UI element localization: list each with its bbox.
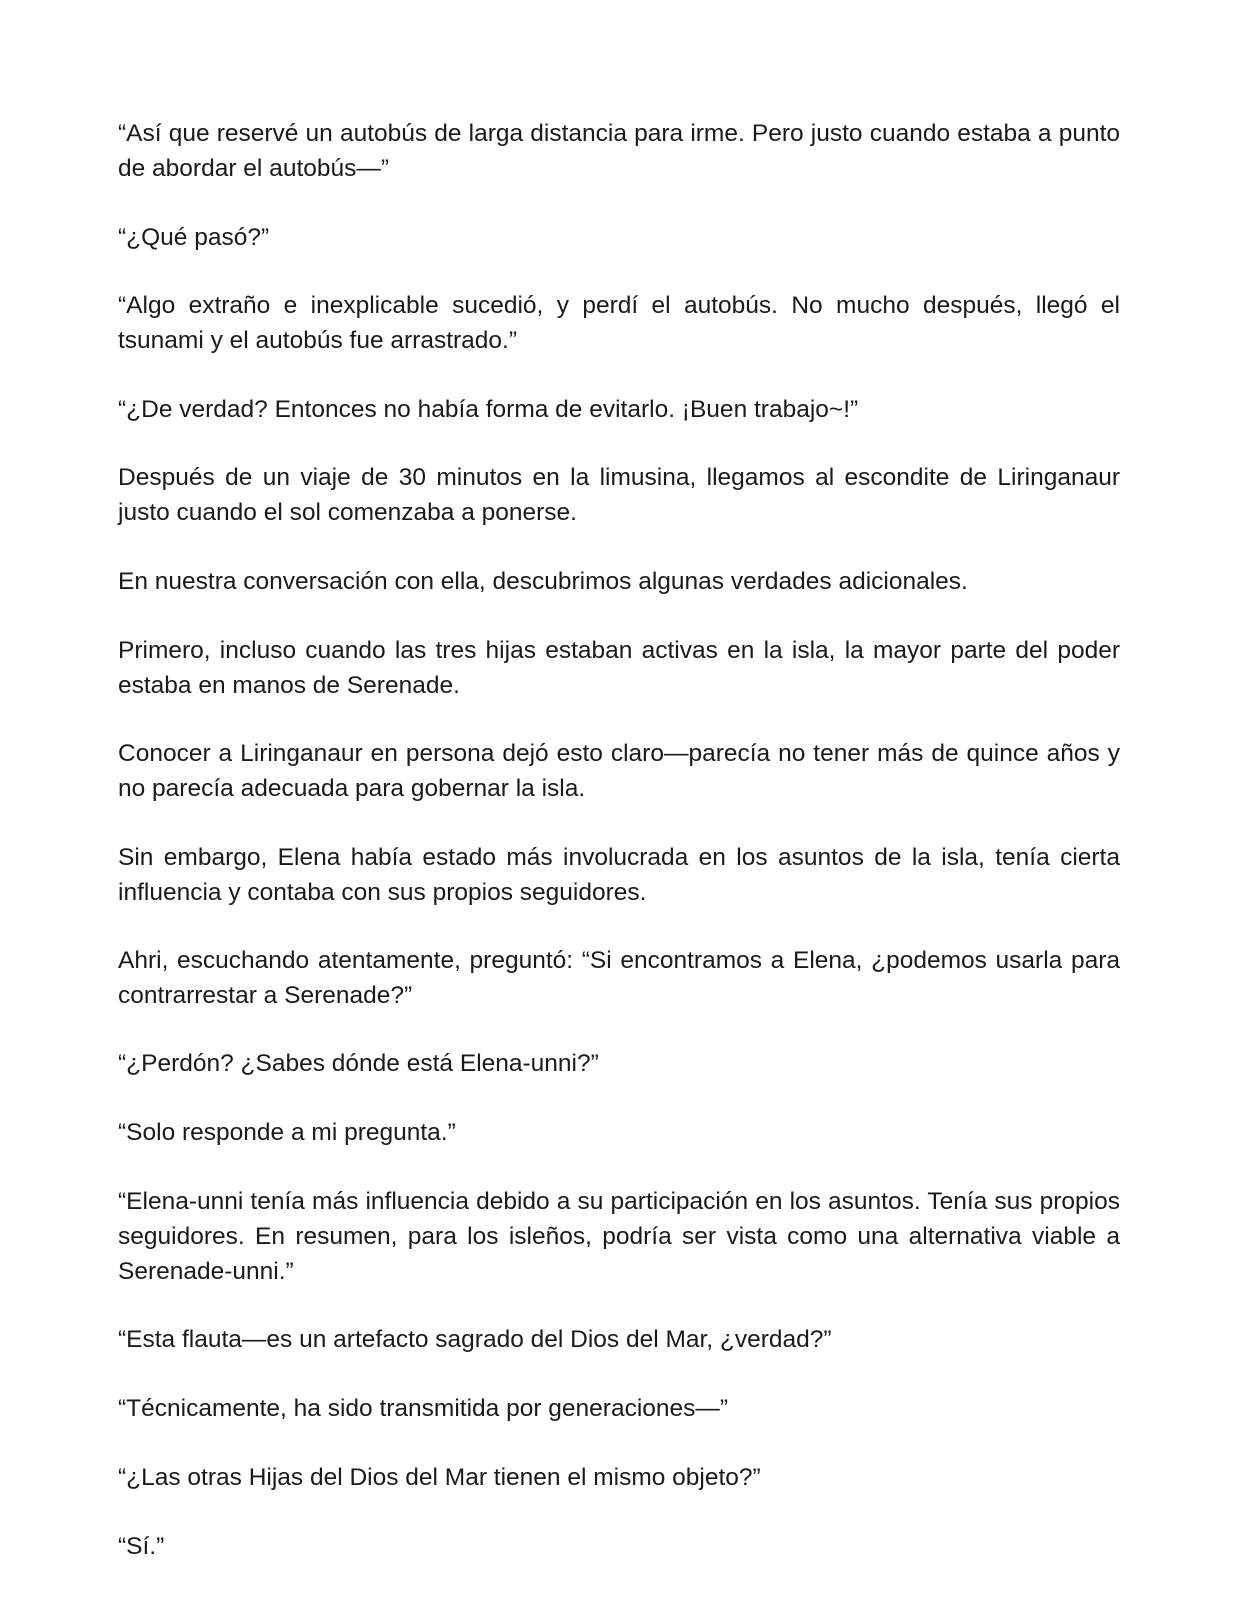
paragraph-15: “Técnicamente, ha sido transmitida por generaciones—” [118,1395,729,1422]
paragraph-6: En nuestra conversación con ella, descubrimos algunas verdades adicionales. [118,568,968,595]
paragraph-14: “Esta flauta—es un artefacto sagrado del Dios del Mar, ¿verdad?” [118,1326,832,1353]
paragraph-10: Ahri, escuchando atentamente, preguntó: “Si encontramos a Elena, ¿podemos usarla para contrarrestar a Serenade?” [118,947,1120,1009]
paragraph-7: Primero, incluso cuando las tres hijas estaban activas en la isla, la mayor parte del poder estaba en manos de Serenade. [118,637,1120,699]
paragraph-2: “¿Qué pasó?” [118,224,270,251]
paragraph-5: Después de un viaje de 30 minutos en la limusina, llegamos al escondite de Liringanaur justo cuando el sol comenzaba a ponerse. [118,464,1120,526]
paragraph-13: “Elena-unni tenía más influencia debido a su participación en los asuntos. Tenía sus propios seguidores. En resumen, para los isleños, podría ser vista como una alternativa viable a Serenade-unni.” [118,1188,1120,1285]
paragraph-12: “Solo responde a mi pregunta.” [118,1119,456,1146]
paragraph-8: Conocer a Liringanaur en persona dejó esto claro—parecía no tener más de quince años y no parecía adecuada para gobernar la isla. [118,740,1120,802]
paragraph-3: “Algo extraño e inexplicable sucedió, y perdí el autobús. No mucho después, llegó el tsunami y el autobús fue arrastrado.” [118,292,1120,354]
paragraph-17: “Sí.” [118,1533,165,1560]
paragraph-16: “¿Las otras Hijas del Dios del Mar tienen el mismo objeto?” [118,1464,761,1491]
paragraph-11: “¿Perdón? ¿Sabes dónde está Elena-unni?” [118,1050,599,1077]
paragraph-9: Sin embargo, Elena había estado más involucrada en los asuntos de la isla, tenía cierta influencia y contaba con sus propios seguidores. [118,844,1120,906]
paragraph-1: “Así que reservé un autobús de larga distancia para irme. Pero justo cuando estaba a punto de abordar el autobús—” [118,120,1120,182]
paragraph-4: “¿De verdad? Entonces no había forma de evitarlo. ¡Buen trabajo~!” [118,396,859,423]
